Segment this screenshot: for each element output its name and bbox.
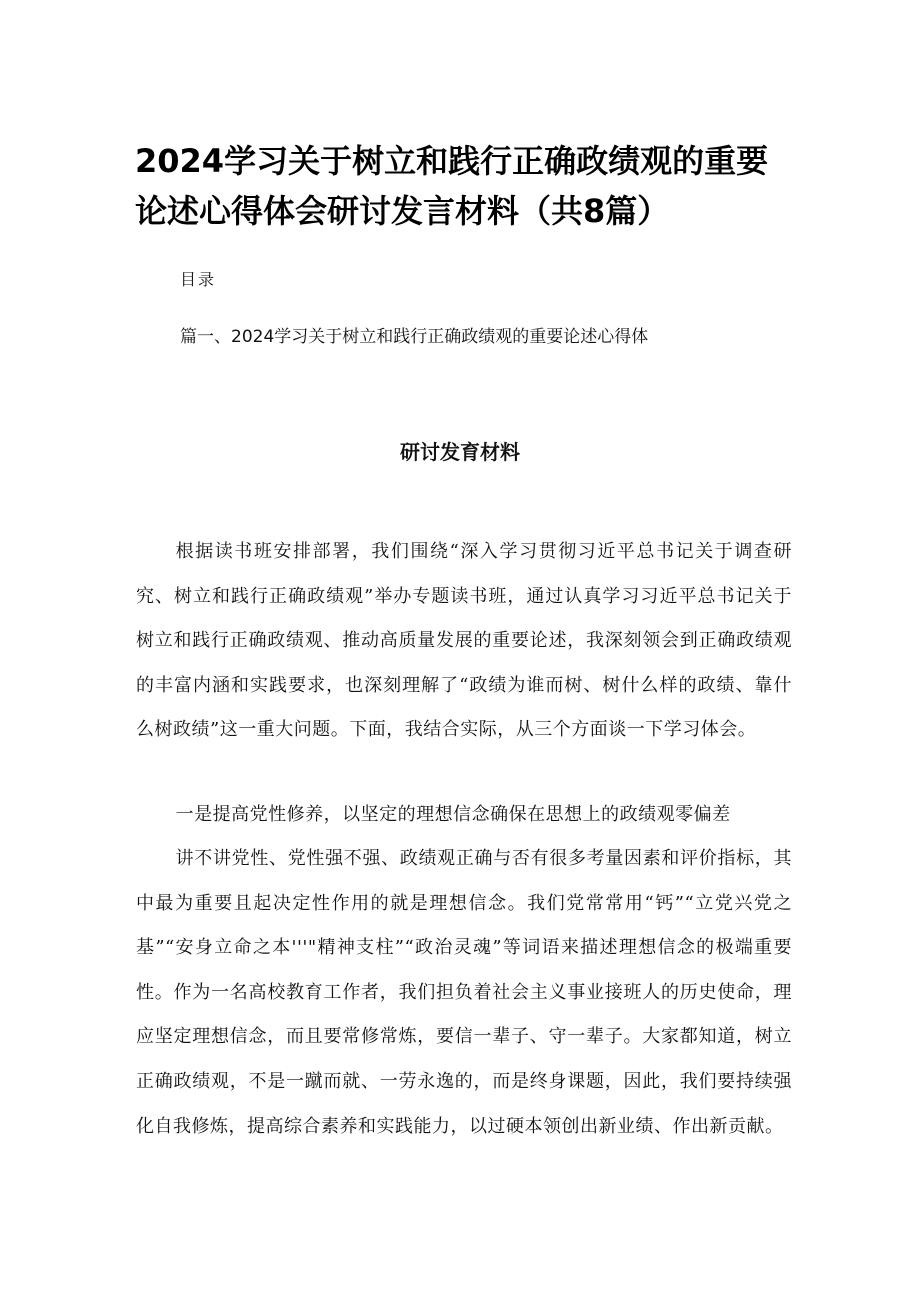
document-title: 2024学习关于树立和践行正确政绩观的重要论述心得体会研讨发言材料（共8篇） xyxy=(135,142,769,230)
body-paragraph: 根据读书班安排部署，我们围绕“深入学习贯彻习近平总书记关于调查研究、树立和践行正确政绩观”举办专题读书班，通过认真学习习近平总书记关于树立和践行正确政绩观、推动高质量发展的重要论述，我深刻领会到正确政绩观的丰富内涵和实践要求，也深刻理解了“政绩为谁而树、树什么样的政绩、靠什么树政绩”这一重大问题。下面，我结合实际，从三个方面谈一下学习体会。 xyxy=(136,541,792,741)
point-heading: 一是提高党性修养，以坚定的理想信念确保在思想上的政绩观零偏差 xyxy=(175,804,731,825)
section-heading: 研讨发育材料 xyxy=(400,440,520,464)
toc-label: 目录 xyxy=(180,270,217,289)
toc-entry[interactable]: 篇一、2024学习关于树立和践行正确政绩观的重要论述心得体 xyxy=(180,327,649,347)
body-paragraph: 讲不讲党性、党性强不强、政绩观正确与否有很多考量因素和评价指标，其中最为重要且起决定性作用的就是理想信念。我们党常常用“钙”“立党兴党之基”“安身立命之本'''"精神支柱”“政治灵魂”等词语来描述理想信念的极端重要性。作为一名高校教育工作者，我们担负着社会主义事业接班人的历史使命，理应坚定理想信念，而且要常修常炼，要信一辈子、守一辈子。大家都知道，树立正确政绩观，不是一蹴而就、一劳永逸的，而是终身课题，因此，我们要持续强化自我修炼，提高综合素养和实践能力，以过硬本领创出新业绩、作出新贡献。 xyxy=(136,848,792,1137)
